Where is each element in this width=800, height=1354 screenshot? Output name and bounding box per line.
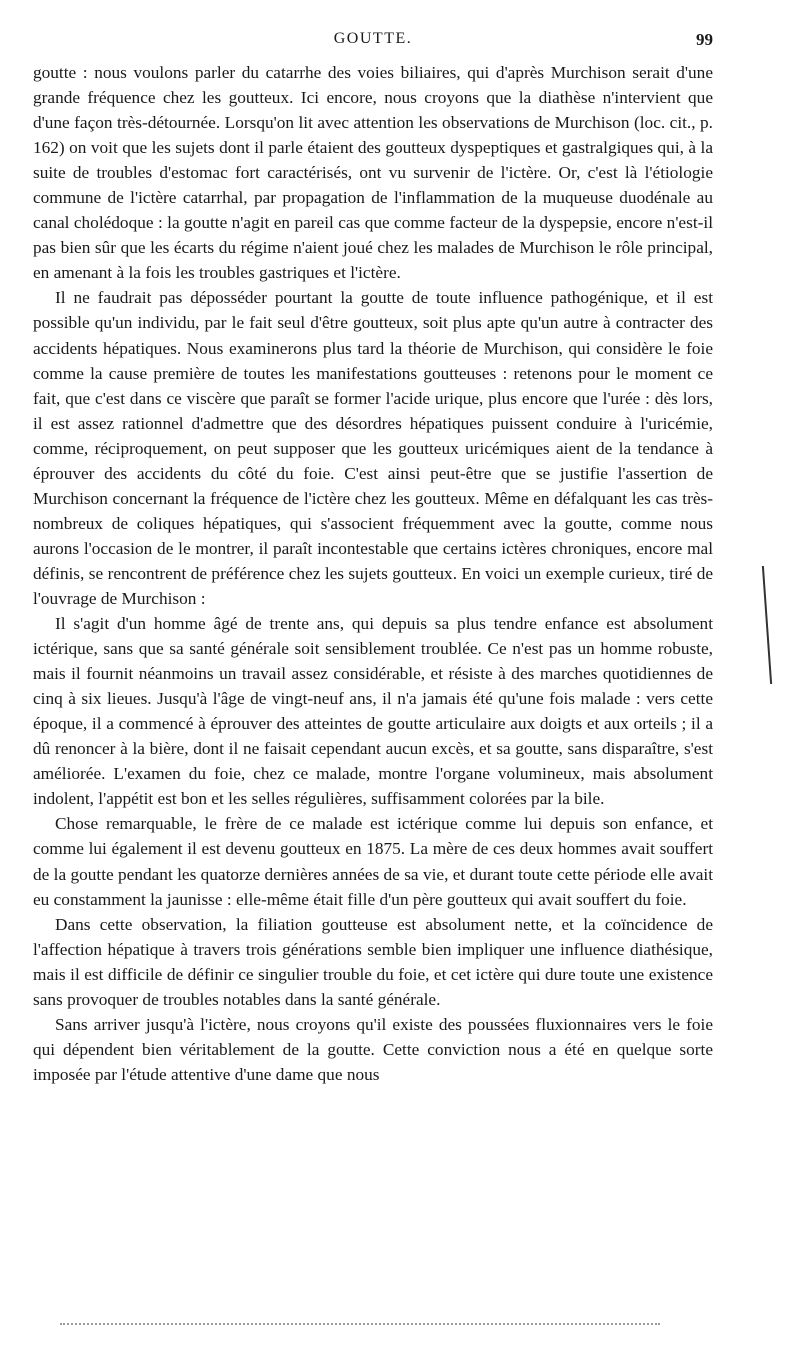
running-head: [33, 30, 713, 52]
margin-pencil-mark: [762, 566, 772, 684]
paragraph: Chose remarquable, le frère de ce malade est ictérique comme lui depuis son enfance, et comme lui également il est devenu goutteux en 1875. La mère de ces deux hommes avait souffert de la goutte pendant les quatorze dernières années de sa vie, et durant toute cette période elle avait eu constamment la jaunisse : elle-même était fille d'un père goutteux qui avait souffert du foie.: [33, 814, 713, 909]
page-number: 99: [696, 30, 713, 49]
footer-dotted-rule: [60, 1323, 660, 1325]
paragraph-continuation: goutte : nous voulons parler du catarrhe des voies biliaires, qui d'après Murchison serait d'une grande fréquence chez les goutteux. Ici encore, nous croyons que la diathèse n'intervient que d'une façon très-détournée. Lorsqu'on lit avec attention les observations de Murchison (loc. cit., p. 162) on voit que les sujets dont il parle étaient des goutteux dyspeptiques et gastralgiques qui, à la suite de troubles d'estomac fort caractérisés, ont vu survenir de l'ictère. Or, c'est là l'étiologie commune de l'ictère catarrhal, par propagation de l'inflammation de la muqueuse duodénale au canal cholédoque : la goutte n'agit en pareil cas que comme facteur de la dyspepsie, encore n'est-il pas bien sûr que les écarts du régime n'aient joué chez les malades de Murchison le rôle principal, en amenant à la fois les troubles gastriques et l'ictère.: [33, 63, 713, 283]
paragraph-case-report: Il s'agit d'un homme âgé de trente ans, qui depuis sa plus tendre enfance est absolument ictérique, sans que sa santé générale soit sensiblement troublée. Ce n'est pas un homme robuste, mais il fournit néanmoins un travail assez considérable, et résiste à des marches quotidiennes de cinq à six lieues. Jusqu'à l'âge de vingt-neuf ans, il n'a jamais été qu'une fois malade : vers cette époque, il a commencé à éprouver des atteintes de goutte articulaire aux doigts et aux orteils ; il a dû renoncer à la bière, dont il ne faisait cependant aucun excès, et sa goutte, sans disparaître, s'est améliorée. L'examen du foie, chez ce malade, montre l'organe volumineux, mais absolument indolent, l'appétit est bon et les selles régulières, suffisamment colorées par la bile.: [33, 614, 713, 809]
paragraph: Sans arriver jusqu'à l'ictère, nous croyons qu'il existe des poussées fluxionnaires vers le foie qui dépendent bien véritablement de la goutte. Cette conviction nous a été en quelque sorte imposée par l'étude attentive d'une dame que nous: [33, 1014, 713, 1084]
running-title: GOUTTE.: [333, 30, 413, 47]
body-text: [33, 60, 713, 1087]
paragraph: Dans cette observation, la filiation goutteuse est absolument nette, et la coïncidence de l'affection hépatique à travers trois générations semble bien impliquer une influence diathésique, mais il est difficile de définir ce singulier trouble du foie, et cet ictère qui dure toute une existence sans provoquer de troubles notables dans la santé générale.: [33, 914, 713, 1009]
paragraph: Il ne faudrait pas déposséder pourtant la goutte de toute influence pathogénique, et il est possible qu'un individu, par le fait seul d'être goutteux, soit plus apte qu'un autre à contracter des accidents hépatiques. Nous examinerons plus tard la théorie de Murchison, qui considère le foie comme la cause première de toutes les manifestations goutteuses : retenons pour le moment ce fait, que c'est dans ce viscère que paraît se former l'acide urique, plus encore que l'urée : dès lors, il est assez rationnel d'admettre que des désordres hépatiques puissent conduire à l'uricémie, comme, réciproquement, on peut supposer que les goutteux uricémiques aient de la tendance à éprouver des accidents du côté du foie. C'est ainsi peut-être que se justifie l'assertion de Murchison concernant la fréquence de l'ictère chez les goutteux. Même en défalquant les cas très-nombreux de coliques hépatiques, qui s'associent fréquemment avec la goutte, comme nous aurons l'occasion de le montrer, il paraît incontestable que certains ictères chroniques, encore mal définis, se rencontrent de préférence chez les sujets goutteux. En voici un exemple curieux, tiré de l'ouvrage de Murchison :: [33, 288, 713, 608]
